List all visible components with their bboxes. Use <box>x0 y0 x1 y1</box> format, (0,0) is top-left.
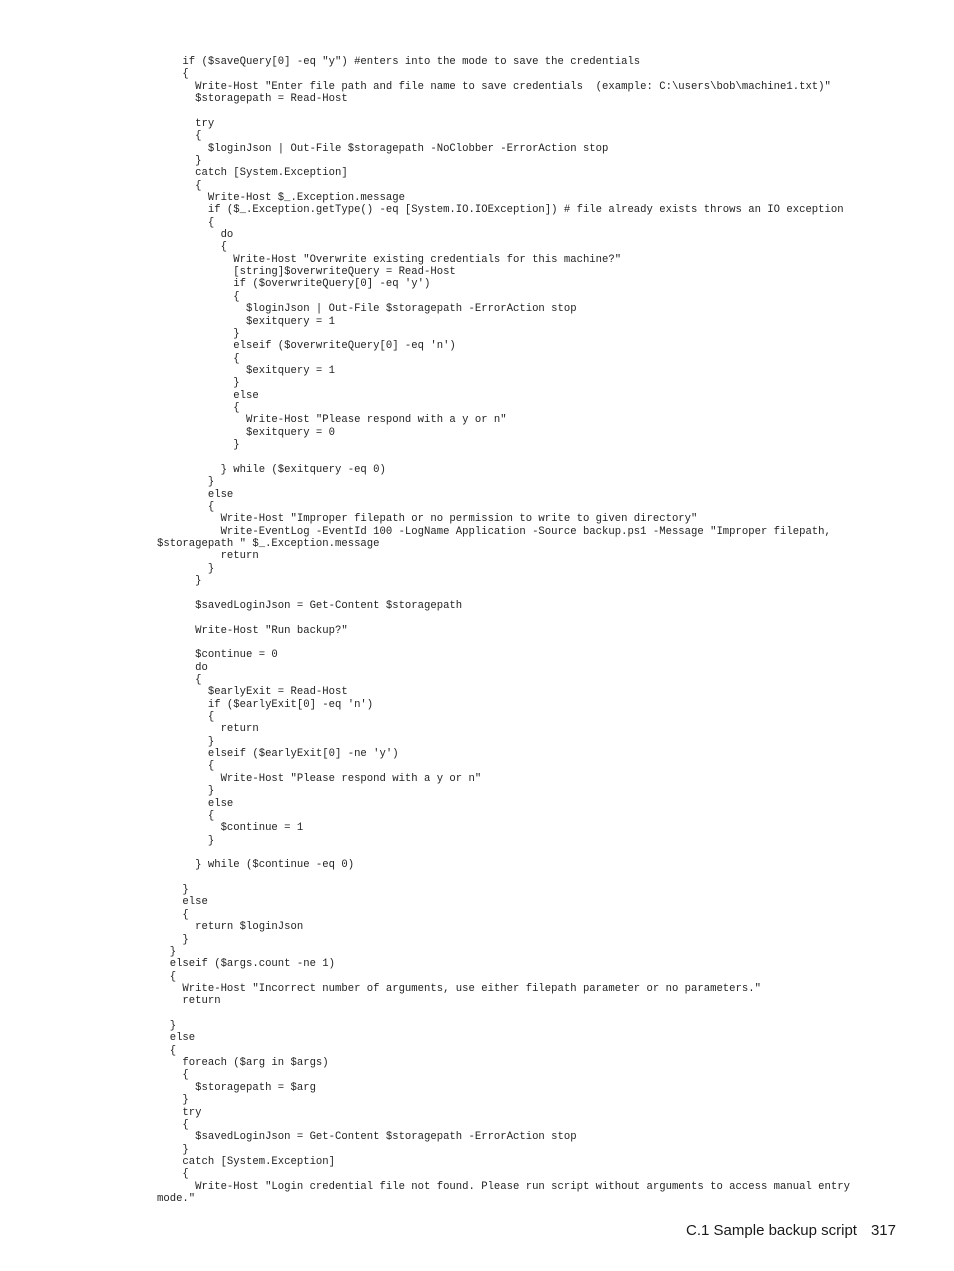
code-line <box>157 587 850 599</box>
code-line: $storagepath = $arg <box>157 1081 316 1094</box>
code-line: } <box>157 735 215 748</box>
code-line: { <box>157 673 202 686</box>
code-line: } while ($continue -eq 0) <box>157 859 355 872</box>
code-line: else <box>157 389 259 402</box>
code-line <box>157 612 850 624</box>
code-line: $loginJson | Out-File $storagepath -ErrorAction stop <box>157 303 577 316</box>
code-line: } <box>157 933 189 946</box>
code-line <box>157 1008 850 1020</box>
code-line: { <box>157 760 215 773</box>
code-line: if ($saveQuery[0] -eq "y") #enters into the mode to save the credentials <box>157 56 641 68</box>
code-line: catch [System.Exception] <box>157 1155 336 1168</box>
code-line: try <box>157 1106 202 1119</box>
code-line: } <box>157 1020 177 1033</box>
code-line: } <box>157 1143 189 1156</box>
code-line: } <box>157 575 202 588</box>
code-line: $exitquery = 1 <box>157 364 336 377</box>
code-line: { <box>157 908 189 921</box>
code-line: $continue = 0 <box>157 649 278 662</box>
code-line: catch [System.Exception] <box>157 167 348 180</box>
code-line: Write-Host "Please respond with a y or n" <box>157 414 507 427</box>
code-line <box>157 637 850 649</box>
code-line: } <box>157 945 177 958</box>
code-line <box>157 105 850 117</box>
code-line: mode." <box>157 1193 196 1206</box>
code-line: Write-Host "Run backup?" <box>157 624 348 637</box>
code-line: { <box>157 1044 177 1057</box>
code-line: Write-Host "Incorrect number of arguments, use either filepath parameter or no parameters." <box>157 982 761 995</box>
code-line: { <box>157 711 215 724</box>
code-line: Write-EventLog -EventId 100 -LogName Application -Source backup.ps1 -Message "Improper filepath, <box>157 525 831 538</box>
code-line: $storagepath = Read-Host <box>157 93 348 106</box>
code-line: { <box>157 68 189 81</box>
code-line: $storagepath " $_.Exception.message <box>157 538 380 551</box>
code-line <box>157 872 850 884</box>
code-line: } <box>157 439 240 452</box>
code-line: elseif ($overwriteQuery[0] -eq 'n') <box>157 340 456 353</box>
code-listing <box>157 56 850 1205</box>
code-line: Write-Host "Login credential file not found. Please run script without arguments to access manual entry <box>157 1180 850 1193</box>
code-line: { <box>157 1069 189 1082</box>
code-line: } <box>157 785 215 798</box>
code-line: $savedLoginJson = Get-Content $storagepath <box>157 599 463 612</box>
code-line: } while ($exitquery -eq 0) <box>157 463 386 476</box>
code-line: foreach ($arg in $args) <box>157 1057 329 1070</box>
code-line: $earlyExit = Read-Host <box>157 686 348 699</box>
code-line: do <box>157 229 234 242</box>
code-line: try <box>157 117 215 130</box>
code-line: } <box>157 476 215 489</box>
code-line: else <box>157 797 234 810</box>
code-line: { <box>157 130 202 143</box>
code-line: { <box>157 970 177 983</box>
code-line: { <box>157 809 215 822</box>
code-line: Write-Host $_.Exception.message <box>157 191 405 204</box>
code-line: { <box>157 1168 189 1181</box>
code-line: Write-Host "Enter file path and file name to save credentials (example: C:\users\bob\machine1.txt)" <box>157 80 831 93</box>
code-line: { <box>157 241 227 254</box>
code-line: Write-Host "Please respond with a y or n" <box>157 772 482 785</box>
code-line: } <box>157 834 215 847</box>
code-line: $continue = 1 <box>157 822 304 835</box>
code-line: if ($earlyExit[0] -eq 'n') <box>157 698 374 711</box>
code-line: { <box>157 500 215 513</box>
code-line: return <box>157 550 259 563</box>
code-line: } <box>157 562 215 575</box>
code-line: } <box>157 154 202 167</box>
code-line <box>157 847 850 859</box>
code-line: else <box>157 896 208 909</box>
page-number: 317 <box>870 1222 896 1239</box>
code-line: else <box>157 1032 196 1045</box>
code-line: do <box>157 661 208 674</box>
code-line: { <box>157 216 215 229</box>
code-line: } <box>157 377 240 390</box>
code-line: return $loginJson <box>157 921 304 934</box>
code-line: if ($overwriteQuery[0] -eq 'y') <box>157 278 431 291</box>
code-line: $savedLoginJson = Get-Content $storagepath -ErrorAction stop <box>157 1131 577 1144</box>
code-line: { <box>157 402 240 415</box>
code-line: return <box>157 995 221 1008</box>
code-line <box>157 452 850 464</box>
code-line: $exitquery = 0 <box>157 426 336 439</box>
code-line: { <box>157 290 240 303</box>
code-line: if ($_.Exception.getType() -eq [System.IO.IOException]) # file already exists throws an IO exception <box>157 204 844 217</box>
footer-section-title: C.1 Sample backup script <box>686 1222 857 1239</box>
code-line: [string]$overwriteQuery = Read-Host <box>157 266 456 279</box>
page-footer <box>686 1222 896 1239</box>
code-line: else <box>157 488 234 501</box>
code-line: { <box>157 179 202 192</box>
code-line: } <box>157 884 189 897</box>
code-line: elseif ($earlyExit[0] -ne 'y') <box>157 748 399 761</box>
code-line: Write-Host "Improper filepath or no permission to write to given directory" <box>157 513 698 526</box>
code-line: elseif ($args.count -ne 1) <box>157 958 336 971</box>
code-line: { <box>157 352 240 365</box>
code-line: $exitquery = 1 <box>157 315 336 328</box>
code-line: $loginJson | Out-File $storagepath -NoClobber -ErrorAction stop <box>157 142 609 155</box>
code-line: return <box>157 723 259 736</box>
code-line: { <box>157 1118 189 1131</box>
code-line: } <box>157 327 240 340</box>
code-line: Write-Host "Overwrite existing credentials for this machine?" <box>157 253 622 266</box>
code-line: } <box>157 1094 189 1107</box>
